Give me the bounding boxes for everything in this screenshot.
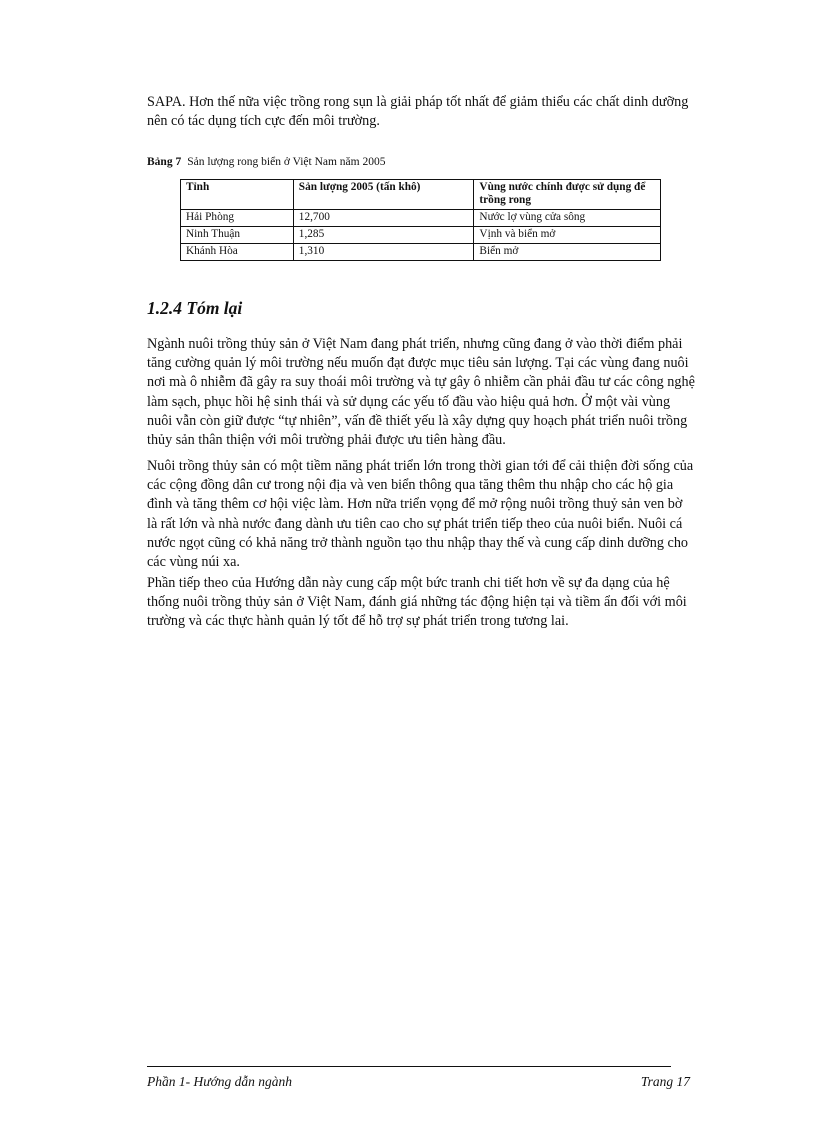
table-caption: [147, 155, 385, 169]
cell-production: 1,310: [293, 244, 474, 261]
table-row: [181, 227, 661, 244]
footer-section-title: Phần 1- Hướng dẫn ngành: [147, 1074, 293, 1089]
table-caption-text: Sản lượng rong biển ở Việt Nam năm 2005: [187, 156, 386, 168]
intro-paragraph: SAPA. Hơn thế nữa việc trồng rong sụn là giải pháp tốt nhất để giảm thiểu các chất dinh dưỡng nên có tác dụng tích cực đến môi trường.: [147, 94, 689, 130]
seaweed-production-table: [180, 179, 661, 261]
cell-province: Hải Phòng: [181, 210, 294, 227]
table-row: [181, 210, 661, 227]
summary-paragraph-3: Phần tiếp theo của Hướng dẫn này cung cấp một bức tranh chi tiết hơn về sự đa dạng của hệ thống nuôi trồng thủy sản ở Việt Nam, đánh giá những tác động hiện tại và tiềm ẩn đối với môi trường và các thực hành quản lý tốt để hỗ trợ sự phát triển trong tương lai.: [147, 575, 687, 630]
header-water-area: Vùng nước chính được sử dụng để trồng rong: [474, 180, 661, 210]
table-row: [181, 244, 661, 261]
cell-production: 1,285: [293, 227, 474, 244]
footer-page-number: Trang 17: [640, 1074, 690, 1089]
cell-province: Ninh Thuận: [181, 227, 294, 244]
summary-paragraph-2: Nuôi trồng thủy sản có một tiềm năng phát triển lớn trong thời gian tới để cải thiện đời sống của các cộng đồng dân cư trong nội địa và ven biển thông qua tăng thêm thu nhập cho các hộ gia đình và tăng thêm cơ hội việc làm. Hơn nữa triển vọng để mở rộng nuôi trồng thuỷ sản ven bờ là rất lớn và nhà nước đang dành ưu tiên cao cho sự phát triển tiếp theo của nuôi biển. Nuôi cá nước ngọt cũng có khả năng trở thành nguồn tạo thu nhập thay thế và cung cấp dinh dưỡng cho các vùng núi xa.: [147, 458, 694, 571]
cell-water-area: Biển mở: [474, 244, 661, 261]
header-province: Tỉnh: [181, 180, 294, 210]
table-caption-label: Bảng 7: [147, 156, 182, 168]
cell-province: Khánh Hòa: [181, 244, 294, 261]
header-production: Sản lượng 2005 (tấn khô): [293, 180, 474, 210]
table-header-row: [181, 180, 661, 210]
summary-paragraph-1: Ngành nuôi trồng thủy sản ở Việt Nam đang phát triển, nhưng cũng đang ở vào thời điểm phải tăng cường quản lý môi trường nếu muốn đạt được mục tiêu sản lượng. Tại các vùng đang nuôi nơi mà ô nhiễm đã gây ra suy thoái môi trường và tự gây ô nhiễm cần phải đầu tư các công nghệ làm sạch, phục hồi hệ sinh thái và sử dụng các yếu tố đầu vào hiệu quả hơn. Ở một vài vùng nuôi vẫn còn giữ được “tự nhiên”, vấn đề thiết yếu là xây dựng quy hoạch phát triển nuôi trồng thủy sản thân thiện với môi trường phải được ưu tiên hàng đầu.: [147, 336, 695, 449]
section-heading: 1.2.4 Tóm lại: [147, 298, 243, 318]
cell-production: 12,700: [293, 210, 474, 227]
footer-divider: [147, 1066, 671, 1067]
cell-water-area: Vịnh và biển mở: [474, 227, 661, 244]
cell-water-area: Nước lợ vùng cửa sông: [474, 210, 661, 227]
